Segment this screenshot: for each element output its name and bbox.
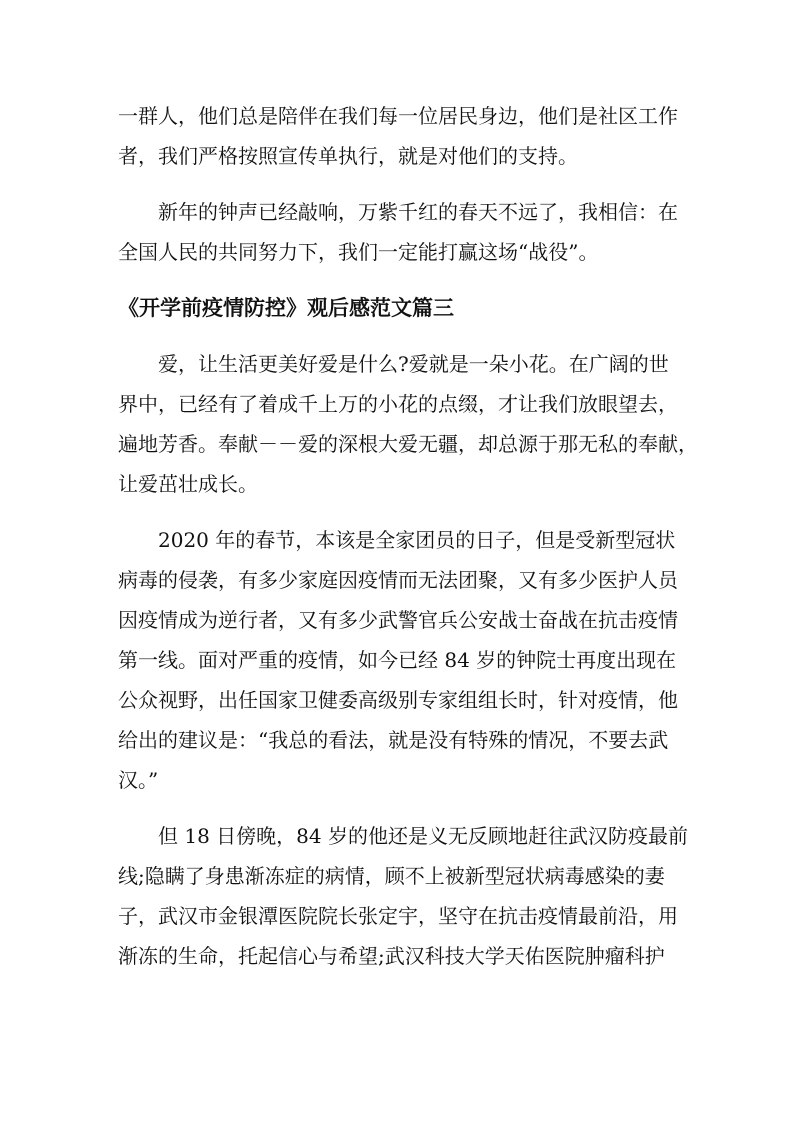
text-line: 第一线。面对严重的疫情，如今已经 84 岁的钟院士再度出现在 [118,648,677,672]
section-heading: 《开学前疫情防控》观后感范文篇三 [118,295,454,320]
text-line: 线;隐瞒了身患渐冻症的病情，顾不上被新型冠状病毒感染的妻 [118,864,665,888]
text-line: 2020 年的春节，本该是全家团员的日子，但是受新型冠状 [158,528,676,552]
text-line: 让爱茁壮成长。 [118,472,258,496]
text-line: 公众视野，出任国家卫健委高级别专家组组长时，针对疫情，他 [118,688,678,712]
text-line: 因疫情成为逆行者，又有多少武警官兵公安战士奋战在抗击疫情 [118,608,678,632]
paragraph-3 [118,344,698,504]
text-line: 界中，已经有了着成千上万的小花的点缀，才让我们放眼望去， [118,392,678,416]
text-line: 一群人，他们总是陪伴在我们每一位居民身边，他们是社区工作 [118,104,678,128]
text-line: 全国人民的共同努力下，我们一定能打赢这场“战役”。 [118,240,599,264]
paragraph-4 [118,520,688,800]
text-line: 者，我们严格按照宣传单执行，就是对他们的支持。 [118,144,578,168]
paragraph-5 [118,816,688,976]
text-line: 给出的建议是：“我总的看法，就是没有特殊的情况，不要去武 [118,728,669,752]
text-line: 新年的钟声已经敲响，万紫千红的春天不远了，我相信：在 [158,200,678,224]
text-line: 渐冻的生命，托起信心与希望;武汉科技大学天佑医院肿瘤科护 [118,944,665,968]
text-line: 爱，让生活更美好爱是什么?爱就是一朵小花。在广阔的世 [158,352,669,376]
text-line: 但 18 日傍晚，84 岁的他还是义无反顾地赶往武汉防疫最前 [158,824,688,848]
document-body [118,96,698,976]
paragraph-1 [118,96,688,176]
text-line: 病毒的侵袭，有多少家庭因疫情而无法团聚，又有多少医护人员 [118,568,678,592]
paragraph-2 [118,192,688,272]
text-line: 子，武汉市金银潭医院院长张定宇，坚守在抗击疫情最前沿，用 [118,904,678,928]
text-line: 遍地芳香。奉献－－爱的深根大爱无疆，却总源于那无私的奉献， [118,432,698,456]
text-line: 汉。” [118,768,159,792]
